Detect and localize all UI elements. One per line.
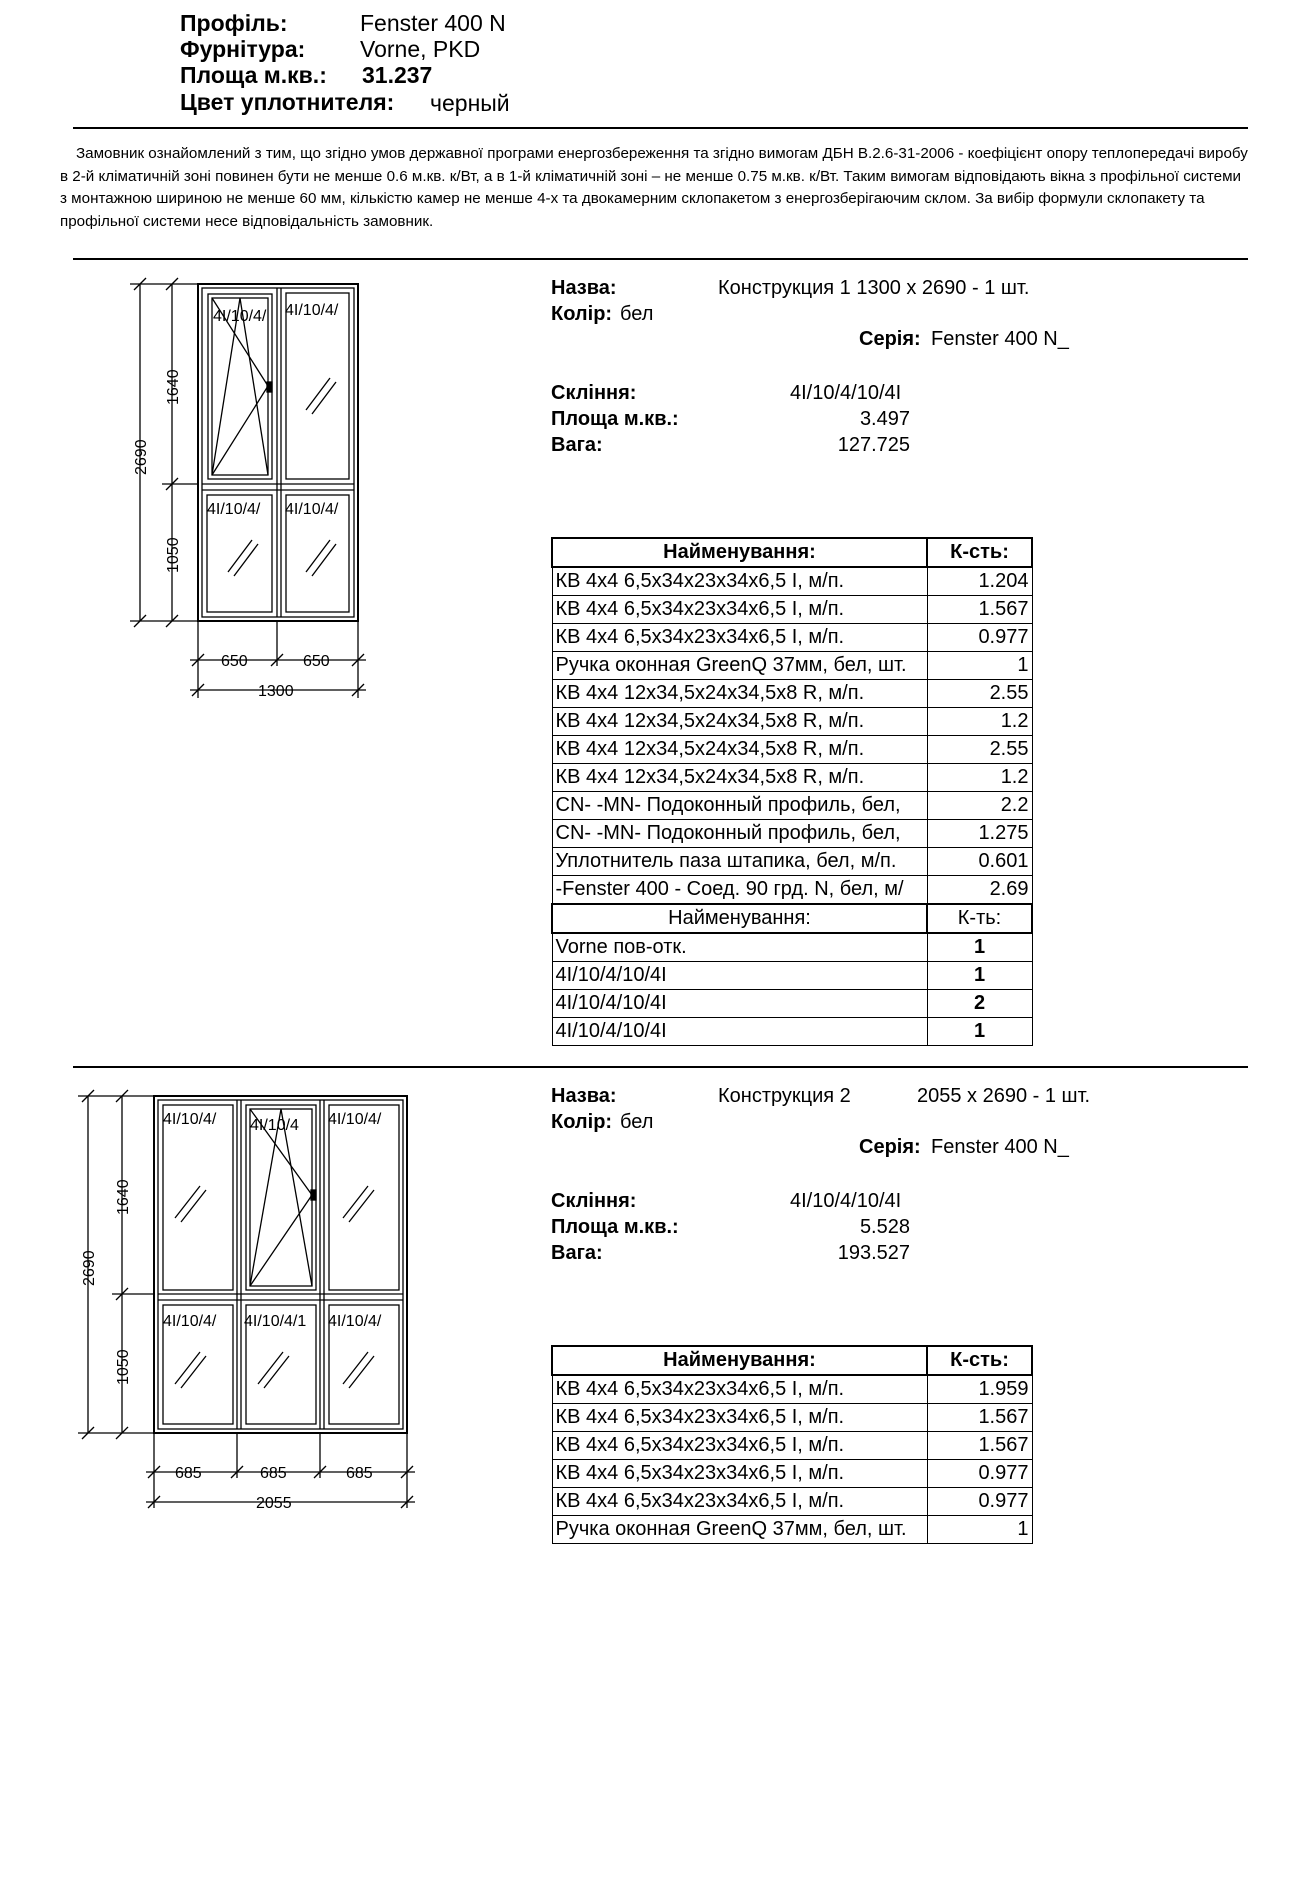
- item-name: CN- -MN- Подоконный профиль, бел,: [552, 792, 927, 820]
- color-value: бел: [620, 303, 654, 325]
- divider: [73, 1066, 1248, 1068]
- item-qty: 0.601: [927, 848, 1032, 876]
- table-row: [552, 567, 1032, 596]
- table-row: [552, 962, 1032, 990]
- column-header: Найменування:: [552, 1346, 927, 1375]
- dim-col-width: 685: [175, 1465, 202, 1482]
- item-name: Ручка оконная GreenQ 37мм, бел, шт.: [552, 652, 927, 680]
- item-qty: 2.69: [927, 876, 1032, 905]
- column-header: К-сть:: [927, 1346, 1032, 1375]
- item-name: КВ 4х4 6,5х34х23х34х6,5 I, м/п.: [552, 1432, 927, 1460]
- table-row: [552, 1404, 1032, 1432]
- divider: [73, 258, 1248, 260]
- area-label: Площа м.кв.:: [551, 1216, 679, 1238]
- construction-2-spec-table: [551, 1345, 1033, 1544]
- table-row: [552, 990, 1032, 1018]
- divider: [73, 127, 1248, 129]
- color-value: бел: [620, 1111, 654, 1133]
- table-row: [552, 820, 1032, 848]
- dim-upper-height: 1640: [115, 1179, 132, 1215]
- table-subheader-row: [552, 904, 1032, 933]
- item-name: CN- -MN- Подоконный профиль, бел,: [552, 820, 927, 848]
- dim-upper-height: 1640: [165, 369, 182, 405]
- table-row: [552, 1375, 1032, 1404]
- weight-value: 193.527: [837, 1242, 910, 1264]
- table-row: [552, 848, 1032, 876]
- hardware-label: Фурнітура:: [180, 36, 306, 62]
- table-row: [552, 792, 1032, 820]
- table-header-row: [552, 538, 1032, 567]
- item-qty: 1.2: [927, 708, 1032, 736]
- color-label: Колір:: [551, 1111, 613, 1133]
- item-qty: 2.2: [927, 792, 1032, 820]
- pane-label: 4I/10/4/: [207, 501, 261, 518]
- pane-label: 4I/10/4/: [163, 1111, 217, 1128]
- table-row: [552, 764, 1032, 792]
- table-row: [552, 596, 1032, 624]
- name-value: Конструкция 2: [718, 1085, 851, 1107]
- item-name: КВ 4х4 12х34,5х24х34,5х8 R, м/п.: [552, 680, 927, 708]
- weight-label: Вага:: [551, 434, 603, 456]
- name-size: 2055 x 2690 - 1 шт.: [917, 1085, 1091, 1107]
- table-row: [552, 708, 1032, 736]
- series-value: Fenster 400 N_: [931, 1136, 1069, 1158]
- area-label: Площа м.кв.:: [551, 408, 679, 430]
- item-qty: 1.959: [927, 1375, 1032, 1404]
- table-row: [552, 1460, 1032, 1488]
- item-name: КВ 4х4 6,5х34х23х34х6,5 I, м/п.: [552, 624, 927, 652]
- dim-lower-height: 1050: [165, 537, 182, 573]
- name-label: Назва:: [551, 1085, 617, 1107]
- item-qty: 1.2: [927, 764, 1032, 792]
- weight-label: Вага:: [551, 1242, 603, 1264]
- item-qty: 0.977: [927, 624, 1032, 652]
- item-name: КВ 4х4 6,5х34х23х34х6,5 I, м/п.: [552, 567, 927, 596]
- construction-1-drawing: [110, 270, 390, 700]
- item-qty: 1: [927, 933, 1032, 962]
- item-qty: 1.275: [927, 820, 1032, 848]
- dim-col-width: 685: [260, 1465, 287, 1482]
- dim-lower-height: 1050: [115, 1349, 132, 1385]
- item-name: 4I/10/4/10/4I: [552, 1018, 927, 1046]
- item-name: КВ 4х4 6,5х34х23х34х6,5 I, м/п.: [552, 596, 927, 624]
- seal-color-label: Цвет уплотнителя:: [180, 89, 395, 115]
- dim-total-width: 1300: [258, 683, 294, 700]
- area-value: 5.528: [859, 1216, 910, 1238]
- pane-label: 4I/10/4/: [285, 302, 339, 319]
- glazing-value: 4I/10/4/10/4I: [790, 1190, 902, 1212]
- table-row: [552, 1488, 1032, 1516]
- item-name: КВ 4х4 6,5х34х23х34х6,5 I, м/п.: [552, 1460, 927, 1488]
- item-qty: 0.977: [927, 1488, 1032, 1516]
- column-header: К-ть:: [927, 904, 1032, 933]
- table-row: [552, 933, 1032, 962]
- glazing-label: Скління:: [551, 382, 637, 404]
- table-row: [552, 624, 1032, 652]
- glazing-label: Скління:: [551, 1190, 637, 1212]
- pane-label: 4I/10/4/: [328, 1313, 382, 1330]
- profile-label: Профіль:: [180, 10, 288, 36]
- item-qty: 1: [927, 962, 1032, 990]
- energy-notice-text: Замовник ознайомлений з тим, що згідно умов державної програми енергозбереження та згідно вимогам ДБН В.2.6-31-2006 - коефіцієнт опору теплопередачі виробу в 2-й кліматичній зоні повинен бути не менше 0.6 м.кв. к/Вт, а в 1-й кліматичній зоні – не менше 0.75 м.кв. к/Вт. Таким вимогам відповідають вікна з профільної системи з монтажною шириною не менше 60 мм, кількістю камер не менше 4-х та двокамерним склопакетом з енергозберігаючим склом. За вибір формули склопакету та профільної системи несе відповідальність замовник.: [60, 145, 1248, 230]
- item-qty: 2.55: [927, 736, 1032, 764]
- table-row: [552, 1516, 1032, 1544]
- table-row: [552, 1432, 1032, 1460]
- dim-total-width: 2055: [256, 1495, 292, 1510]
- energy-notice: [60, 143, 1250, 233]
- item-name: 4I/10/4/10/4I: [552, 962, 927, 990]
- item-name: Ручка оконная GreenQ 37мм, бел, шт.: [552, 1516, 927, 1544]
- construction-2-drawing: [70, 1080, 430, 1510]
- table-row: [552, 1018, 1032, 1046]
- item-qty: 1.567: [927, 1404, 1032, 1432]
- construction-1-spec-table: [551, 537, 1033, 1046]
- item-qty: 1.204: [927, 567, 1032, 596]
- item-name: КВ 4х4 6,5х34х23х34х6,5 I, м/п.: [552, 1375, 927, 1404]
- dim-col-width: 650: [221, 653, 248, 670]
- pane-label: 4I/10/4/: [285, 501, 339, 518]
- total-area-label: Площа м.кв.:: [180, 62, 327, 88]
- table-row: [552, 680, 1032, 708]
- item-name: Уплотнитель паза штапика, бел, м/п.: [552, 848, 927, 876]
- series-value: Fenster 400 N_: [931, 328, 1069, 350]
- table-header-row: [552, 1346, 1032, 1375]
- total-area-value: 31.237: [362, 62, 433, 88]
- column-header: К-сть:: [927, 538, 1032, 567]
- table-row: [552, 736, 1032, 764]
- profile-value: Fenster 400 N: [360, 10, 506, 36]
- pane-label: 4I/10/4: [250, 1117, 299, 1134]
- table-row: [552, 876, 1032, 905]
- series-label: Серія:: [859, 328, 921, 350]
- item-qty: 2.55: [927, 680, 1032, 708]
- seal-color-value: черный: [430, 90, 510, 116]
- item-name: КВ 4х4 6,5х34х23х34х6,5 I, м/п.: [552, 1488, 927, 1516]
- item-qty: 2: [927, 990, 1032, 1018]
- pane-label: 4I/10/4/1: [244, 1313, 307, 1330]
- table-row: [552, 652, 1032, 680]
- column-header: Найменування:: [552, 904, 927, 933]
- name-value: Конструкция 1 1300 x 2690 - 1 шт.: [718, 277, 1030, 299]
- column-header: Найменування:: [552, 538, 927, 567]
- item-qty: 1.567: [927, 596, 1032, 624]
- dim-total-height: 2690: [81, 1250, 98, 1286]
- item-qty: 1.567: [927, 1432, 1032, 1460]
- weight-value: 127.725: [837, 434, 910, 456]
- item-name: КВ 4х4 12х34,5х24х34,5х8 R, м/п.: [552, 708, 927, 736]
- name-label: Назва:: [551, 277, 617, 299]
- item-name: 4I/10/4/10/4I: [552, 990, 927, 1018]
- item-name: -Fenster 400 - Соед. 90 грд. N, бел, м/: [552, 876, 927, 905]
- area-value: 3.497: [859, 408, 910, 430]
- item-name: КВ 4х4 12х34,5х24х34,5х8 R, м/п.: [552, 764, 927, 792]
- color-label: Колір:: [551, 303, 613, 325]
- hardware-value: Vorne, PKD: [360, 36, 481, 62]
- series-label: Серія:: [859, 1136, 921, 1158]
- item-qty: 0.977: [927, 1460, 1032, 1488]
- pane-label: 4I/10/4/: [163, 1313, 217, 1330]
- dim-col-width: 685: [346, 1465, 373, 1482]
- item-qty: 1: [927, 652, 1032, 680]
- item-name: КВ 4х4 6,5х34х23х34х6,5 I, м/п.: [552, 1404, 927, 1432]
- item-name: Vorne пов-отк.: [552, 933, 927, 962]
- item-qty: 1: [927, 1516, 1032, 1544]
- pane-label: 4I/10/4/: [328, 1111, 382, 1128]
- dim-col-width: 650: [303, 653, 330, 670]
- item-name: КВ 4х4 12х34,5х24х34,5х8 R, м/п.: [552, 736, 927, 764]
- glazing-value: 4I/10/4/10/4I: [790, 382, 902, 404]
- dim-total-height: 2690: [133, 439, 150, 475]
- item-qty: 1: [927, 1018, 1032, 1046]
- pane-label: 4I/10/4/: [213, 308, 267, 325]
